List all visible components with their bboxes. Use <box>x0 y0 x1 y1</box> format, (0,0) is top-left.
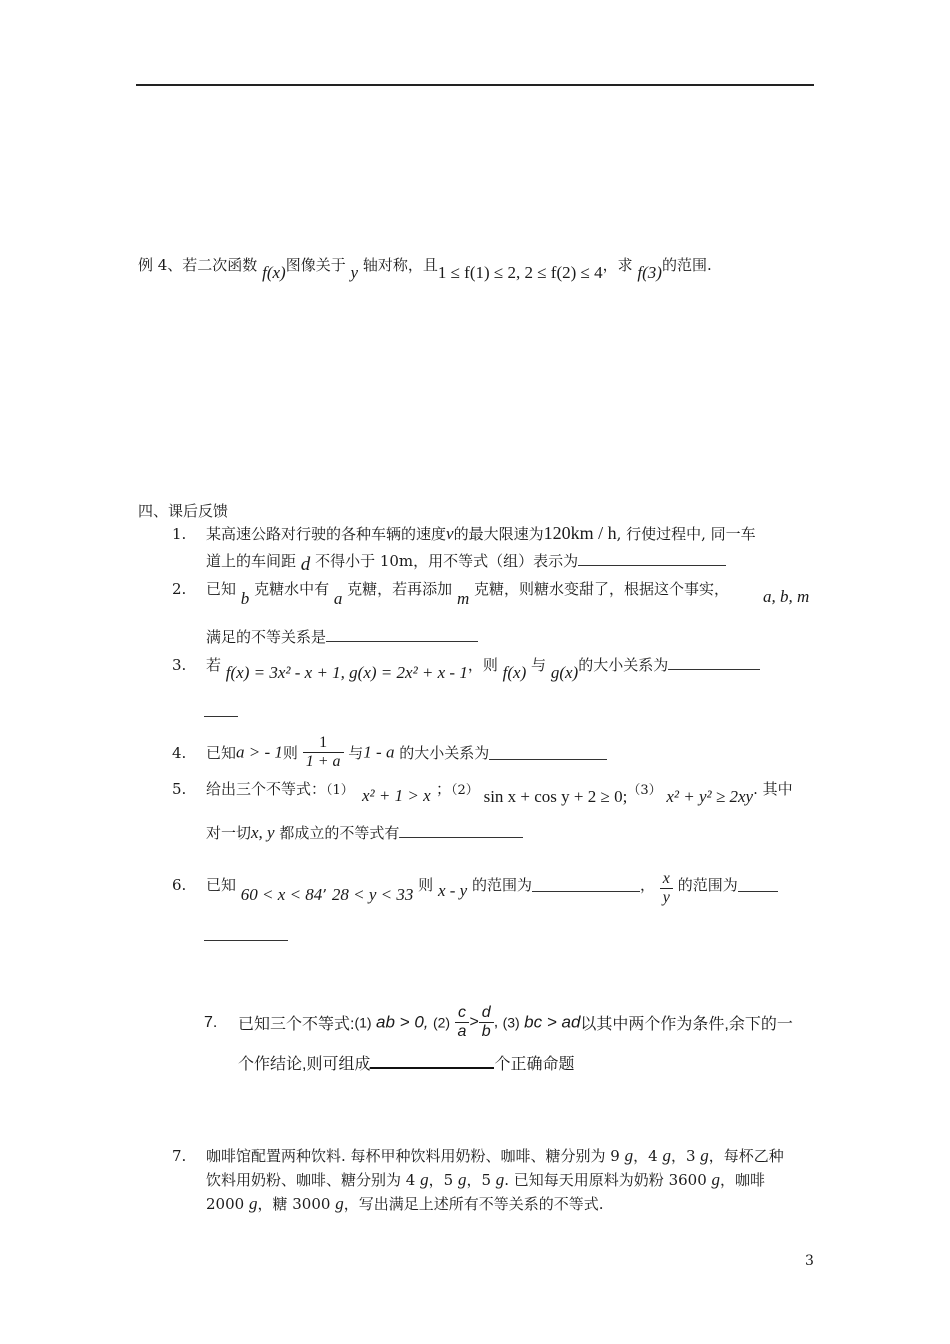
problem-number: 1. <box>172 525 187 543</box>
text: 则 <box>418 876 434 894</box>
problem-7b <box>172 1145 784 1166</box>
fraction-denominator: b <box>481 1023 491 1040</box>
section-title: 四、课后反馈 <box>138 502 229 520</box>
text: 的大小关系为 <box>578 656 669 674</box>
text: , 行使过程中, 同一车 <box>616 525 756 543</box>
fraction-numerator: c <box>455 1004 470 1023</box>
text: ，5 <box>466 1171 491 1189</box>
problem-number: 6. <box>172 875 187 894</box>
problem-number: 4. <box>172 743 187 762</box>
text: 已知 <box>206 876 237 894</box>
math-abm: a, b, m <box>763 587 810 606</box>
math-diff: x - y <box>437 880 468 900</box>
problem-number: 7. <box>204 1013 218 1031</box>
text: ，咖啡 <box>720 1171 766 1189</box>
text: 克糖，则糖水变甜了，根据这个事实， <box>474 580 730 598</box>
fraction <box>455 1004 470 1041</box>
answer-blank[interactable] <box>399 823 523 838</box>
math-g: g <box>495 1170 505 1189</box>
math-fx: f(x) <box>502 663 527 682</box>
text: 2000 <box>206 1195 245 1213</box>
math-condition: 1 ≤ f(1) ≤ 2, 2 ≤ f(2) ≤ 4 <box>437 263 603 282</box>
text: （3） <box>627 783 662 798</box>
answer-blank[interactable] <box>326 627 478 642</box>
answer-blank[interactable] <box>532 877 640 892</box>
problem-7a <box>204 1004 793 1041</box>
text: 以其中两个作为条件,余下的一 <box>580 1016 793 1033</box>
problem-7b-line3 <box>206 1193 603 1214</box>
text: ， <box>640 876 656 894</box>
text: > <box>469 1013 479 1031</box>
math-ineq-2: sin x + cos y + 2 ≥ 0; <box>483 787 628 806</box>
text: 图像关于 <box>285 256 346 274</box>
problem-3 <box>172 654 760 682</box>
text: 满足的不等关系是 <box>206 628 327 646</box>
answer-blank[interactable] <box>370 1053 494 1069</box>
text: 都成立的不等式有 <box>279 824 400 842</box>
math-f3: f(3) <box>637 263 662 282</box>
text: 与 <box>531 656 547 674</box>
text: ； <box>436 780 452 798</box>
math-gx: g(x) <box>550 663 579 682</box>
math-speed: 120km / h <box>543 523 617 543</box>
answer-blank[interactable] <box>204 702 238 717</box>
problem-5 <box>172 778 354 799</box>
math-y: y <box>350 263 359 282</box>
fraction-numerator: 1 <box>303 734 344 753</box>
text: 道上的车间距 <box>206 552 297 570</box>
math-ineq-3: x² + y² ≥ 2xy <box>666 787 754 806</box>
text: . 已知每天用原料为奶粉 3600 <box>504 1171 707 1189</box>
text: 克糖，若再添加 <box>347 580 453 598</box>
text: 个正确命题 <box>494 1056 575 1073</box>
problem-number: 3. <box>172 656 187 674</box>
text: , <box>493 1013 499 1031</box>
math-d: d <box>300 554 311 575</box>
math-g: g <box>248 1194 258 1213</box>
problem-7b-line2 <box>206 1169 765 1190</box>
math-ineq-3: bc > ad <box>524 1012 581 1032</box>
answer-blank[interactable] <box>738 877 778 892</box>
fraction-denominator: a <box>457 1023 467 1040</box>
text: (1) <box>354 1014 372 1031</box>
text: 已知三个不等式: <box>238 1016 355 1033</box>
text: 克糖水中有 <box>254 580 330 598</box>
problem-2-line2 <box>206 626 478 647</box>
math-range-y: 28 < y < 33 <box>331 884 414 904</box>
fraction-numerator: d <box>479 1004 494 1023</box>
math-g: g <box>700 1146 709 1165</box>
problem-1 <box>172 523 756 544</box>
problem-5-ineq1 <box>362 786 431 806</box>
text: 饮料用奶粉、咖啡、糖分别为 4 <box>206 1171 416 1189</box>
answer-blank[interactable] <box>668 655 760 670</box>
fraction-numerator: x <box>660 870 673 889</box>
text: (3) <box>502 1014 520 1031</box>
math-g: g <box>624 1146 634 1165</box>
problem-7a-line2 <box>238 1051 574 1074</box>
math-expr: 1 - a <box>363 742 395 762</box>
example-4-label: 例 4、若二次函数 <box>138 256 258 274</box>
math-vars <box>763 587 809 607</box>
text: 若 <box>206 656 222 674</box>
math-v: v <box>446 524 454 543</box>
math-ineq-1: ab > 0, <box>376 1012 429 1032</box>
example-4 <box>138 254 712 282</box>
answer-blank[interactable] <box>204 926 288 941</box>
header-rule <box>136 84 814 86</box>
math-m: m <box>456 589 470 608</box>
text: 不得小于 10m，用不等式（组）表示为 <box>315 552 579 570</box>
fraction-denominator: y <box>662 889 670 906</box>
text: 的最大限速为 <box>453 525 544 543</box>
problem-5-rest <box>436 778 793 806</box>
text: 给出三个不等式： <box>206 780 327 798</box>
text: ，写出满足上述所有不等关系的不等式. <box>343 1195 604 1213</box>
text: ，糖 3000 <box>257 1195 331 1213</box>
problem-number: 7. <box>172 1147 187 1165</box>
text: 轴对称，且 <box>362 256 438 274</box>
fraction-denominator: 1 + a <box>305 753 341 770</box>
text: （2） <box>451 783 479 798</box>
math-g: g <box>420 1170 429 1189</box>
fraction <box>660 870 673 907</box>
problem-1-line2 <box>206 550 726 575</box>
text: 的大小关系为 <box>399 744 490 762</box>
text: (2) <box>432 1014 451 1031</box>
text: ，求 <box>602 256 633 274</box>
math-condition: a > - 1 <box>236 742 283 762</box>
text: 个作结论,则可组成 <box>238 1056 371 1073</box>
math-b: b <box>240 589 250 608</box>
text: 已知 <box>206 580 237 598</box>
problem-number: 2. <box>172 580 187 598</box>
text: 的范围为 <box>677 876 738 894</box>
problem-5-line2 <box>206 822 523 843</box>
text: ，则 <box>467 656 498 674</box>
problem-number: 5. <box>172 780 187 798</box>
fraction <box>303 734 344 771</box>
problem-6-blank-continued <box>204 926 288 945</box>
text: ，3 <box>670 1147 696 1165</box>
math-g: g <box>662 1146 671 1165</box>
text: ，5 <box>428 1171 454 1189</box>
answer-blank[interactable] <box>578 551 726 566</box>
problem-4 <box>172 734 607 771</box>
text: ，每杯乙种 <box>708 1147 784 1165</box>
text: 的范围为 <box>471 876 532 894</box>
math-xy: x, y <box>251 823 275 842</box>
fraction <box>479 1004 494 1041</box>
text: （1） <box>326 783 354 798</box>
problem-3-blank-continued <box>204 702 238 721</box>
text: 已知 <box>206 744 237 762</box>
answer-blank[interactable] <box>489 745 607 760</box>
math-g: g <box>457 1170 467 1189</box>
text: . 其中 <box>753 780 793 798</box>
text: ，4 <box>633 1147 658 1165</box>
page-number: 3 <box>805 1253 814 1269</box>
math-expr: f(x) = 3x² - x + 1, g(x) = 2x² + x - 1 <box>225 663 468 682</box>
text: 某高速公路对行驶的各种车辆的速度 <box>206 525 447 543</box>
text: 与 <box>348 744 364 762</box>
math-ineq-1: x² + 1 > x <box>362 786 431 805</box>
math-fx: f(x) <box>262 263 286 282</box>
math-g: g <box>711 1170 721 1189</box>
math-g: g <box>335 1194 344 1213</box>
text: 对一切 <box>206 824 252 842</box>
text: 则 <box>282 744 298 762</box>
math-range-x: 60 < x < 84 <box>240 884 323 904</box>
problem-6 <box>172 862 778 907</box>
text: 的范围. <box>661 256 712 274</box>
math-a: a <box>333 589 343 608</box>
text: 咖啡馆配置两种饮料. 每杯甲种饮料用奶粉、咖啡、糖分别为 9 <box>206 1147 620 1165</box>
problem-2 <box>172 578 730 608</box>
text: ’ <box>322 885 328 904</box>
